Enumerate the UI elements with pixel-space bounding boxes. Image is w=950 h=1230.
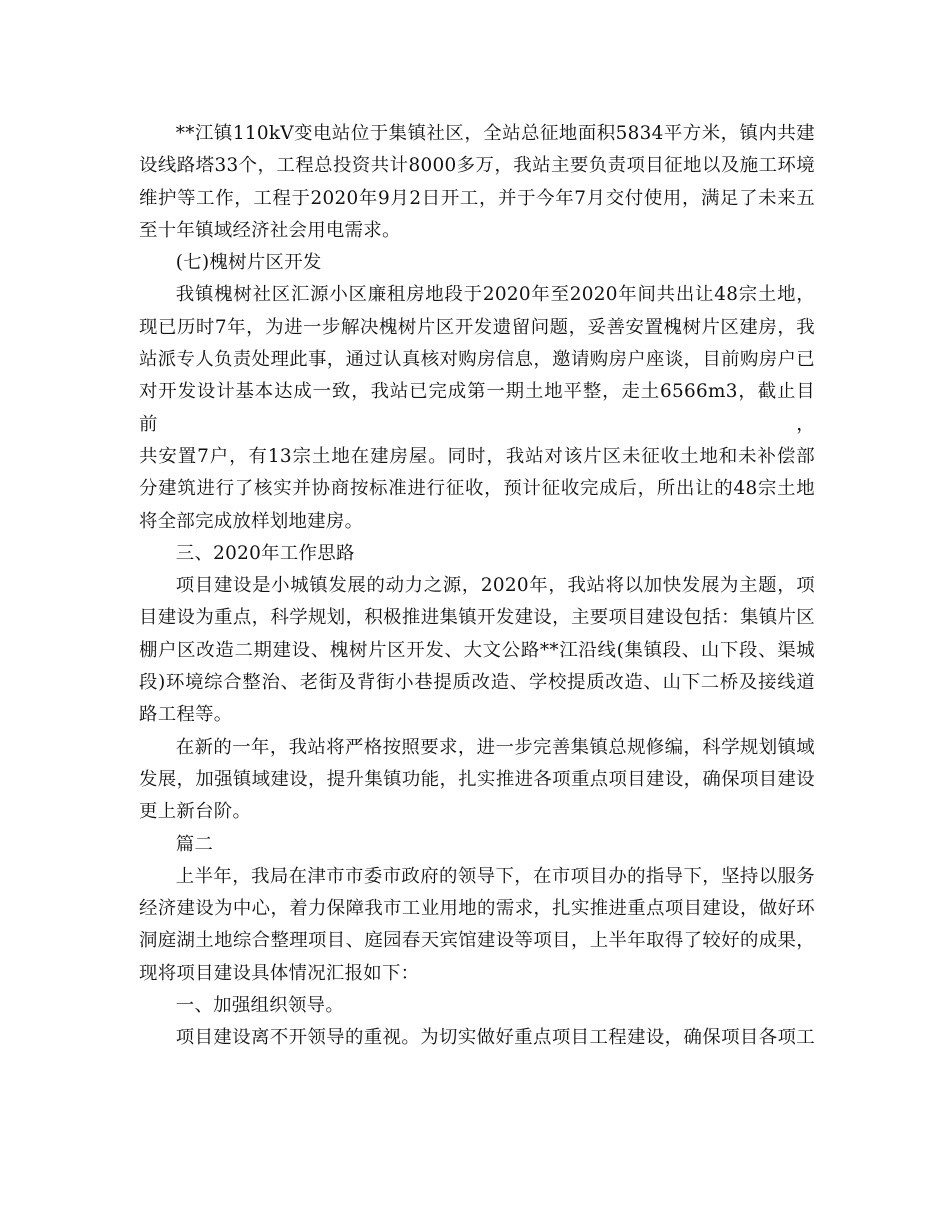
section-heading-2020-plan [139, 538, 815, 570]
text-line: (七)槐树片区开发 [175, 252, 322, 274]
text-line: 至十年镇域经济社会用电需求。 [139, 219, 401, 241]
text-line: 目建设为重点，科学规划，积极推进集镇开发建设，主要项目建设包括：集镇片区 [139, 607, 815, 629]
text-line: 上半年，我局在津市市委市政府的领导下，在市项目办的指导下，坚持以服务 [175, 865, 815, 887]
text-line: 项目建设是小城镇发展的动力之源，2020年，我站将以加快发展为主题，项 [175, 575, 815, 597]
text-line: 棚户区改造二期建设、槐树片区开发、大文公路**江沿线(集镇段、山下段、渠城 [139, 639, 815, 661]
text-line: **江镇110kV变电站位于集镇社区，全站总征地面积5834平方米，镇内共建 [175, 123, 815, 144]
text-line: 段)环境综合整治、老街及背街小巷提质改造、学校提质改造、山下二桥及接线道 [139, 672, 815, 694]
text-line: 项目建设离不开领导的重视。为切实做好重点项目工程建设，确保项目各项工 [175, 1027, 815, 1049]
text-line: 发展，加强镇域建设，提升集镇功能，扎实推进各项重点项目建设，确保项目建设 [139, 768, 815, 790]
section-heading-leadership [139, 990, 815, 1022]
text-line: 在新的一年，我站将严格按照要求，进一步完善集镇总规修编，科学规划镇域 [175, 736, 815, 758]
text-line: 经济建设为中心，着力保障我市工业用地的需求，扎实推进重点项目建设，做好环 [139, 898, 815, 920]
text-line: 共安置7户，有13宗土地在建房屋。同时，我站对该片区未征收土地和未补偿部 [139, 445, 815, 467]
paragraph-huaishu [139, 279, 815, 537]
paragraph-first-half-year [139, 861, 815, 990]
text-line: 现将项目建设具体情况汇报如下： [139, 962, 420, 984]
text-line: 篇二 [175, 833, 214, 855]
text-line: 一、加强组织领导。 [175, 995, 345, 1017]
text-line: 分建筑进行了核实并协商按标准进行征收，预计征收完成后，所出让的48宗土地 [139, 478, 815, 500]
text-line: 我镇槐树社区汇源小区廉租房地段于2020年至2020年间共出让48宗土地， [175, 284, 815, 306]
text-line: 三、2020年工作思路 [175, 542, 355, 564]
paragraph-substation [139, 118, 815, 247]
paragraph-project-construction [139, 570, 815, 731]
text-line: 现已历时7年，为进一步解决槐树片区开发遗留问题，妥善安置槐树片区建房，我 [139, 316, 815, 338]
text-line: 对开发设计基本达成一致，我站已完成第一期土地平整，走土6566m3，截止目前， [139, 381, 815, 435]
text-line: 更上新台阶。 [139, 801, 252, 823]
paragraph-new-year [139, 732, 815, 829]
text-line: 洞庭湖土地综合整理项目、庭园春天宾馆建设等项目，上半年取得了较好的成果， [139, 930, 815, 952]
text-line: 将全部完成放样划地建房。 [139, 510, 364, 532]
text-line: 设线路塔33个，工程总投资共计8000多万，我站主要负责项目征地以及施工环境 [139, 155, 815, 177]
text-line: 站派专人负责处理此事，通过认真核对购房信息，邀请购房户座谈，目前购房户已 [139, 349, 815, 371]
section-heading-huaishu [139, 247, 815, 279]
text-line: 路工程等。 [139, 704, 233, 726]
paragraph-leadership [139, 1022, 815, 1054]
text-line: 维护等工作，工程于2020年9月2日开工，并于今年7月交付使用，满足了未来五 [139, 187, 815, 209]
section-heading-part-two [139, 829, 815, 861]
document-page [139, 118, 815, 1055]
